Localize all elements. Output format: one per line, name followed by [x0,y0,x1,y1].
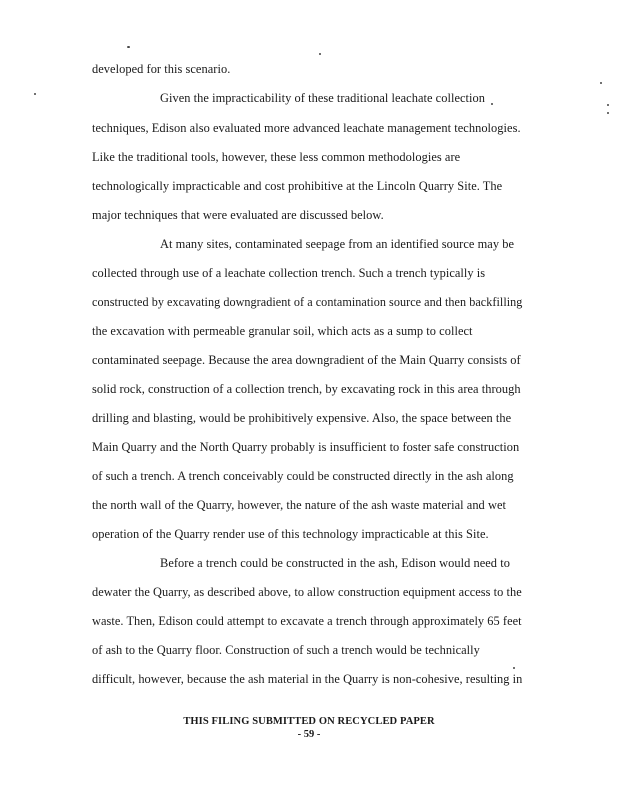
page-number: - 59 - [297,729,321,740]
body-line: operation of the Quarry render use of this technology impracticable at this Site. [92,527,489,541]
scan-speck [319,53,321,55]
body-line: collected through use of a leachate collection trench. Such a trench typically is [92,266,486,280]
scan-speck [34,93,36,95]
scan-speck [607,104,609,106]
body-line: technologically impracticable and cost prohibitive at the Lincoln Quarry Site. The [92,179,503,193]
body-line: drilling and blasting, would be prohibitively expensive. Also, the space between the [92,411,512,425]
body-line: Like the traditional tools, however, these less common methodologies are [92,150,461,164]
body-line: constructed by excavating downgradient of a contamination source and then backfilling [92,295,523,309]
scan-speck [127,46,130,48]
body-line: dewater the Quarry, as described above, to allow construction equipment access to the [92,585,522,599]
body-line: of such a trench. A trench conceivably could be constructed directly in the ash along [92,469,514,483]
paragraph-start-line: Given the impracticability of these traditional leachate collection [160,91,486,105]
body-line: solid rock, construction of a collection trench, by excavating rock in this area through [92,382,521,396]
body-line: of ash to the Quarry floor. Construction of such a trench would be technically [92,643,480,657]
scan-speck [491,103,493,105]
recycled-paper-notice: THIS FILING SUBMITTED ON RECYCLED PAPER [183,716,435,727]
body-line: Main Quarry and the North Quarry probably is insufficient to foster safe construction [92,440,520,454]
body-line: waste. Then, Edison could attempt to excavate a trench through approximately 65 feet [92,614,522,628]
body-line: techniques, Edison also evaluated more advanced leachate management technologies. [92,121,521,135]
body-line: the excavation with permeable granular soil, which acts as a sump to collect [92,324,473,338]
body-line: contaminated seepage. Because the area downgradient of the Main Quarry consists of [92,353,521,367]
scan-speck [607,112,609,114]
body-line: major techniques that were evaluated are discussed below. [92,208,384,222]
paragraph-start-line: Before a trench could be constructed in the ash, Edison would need to [160,556,510,570]
body-line: the north wall of the Quarry, however, the nature of the ash waste material and wet [92,498,506,512]
scan-speck [513,667,515,669]
body-line: developed for this scenario. [92,62,231,76]
body-line: difficult, however, because the ash material in the Quarry is non-cohesive, resulting in [92,672,523,686]
scan-speck [600,82,602,84]
paragraph-start-line: At many sites, contaminated seepage from an identified source may be [160,237,515,251]
